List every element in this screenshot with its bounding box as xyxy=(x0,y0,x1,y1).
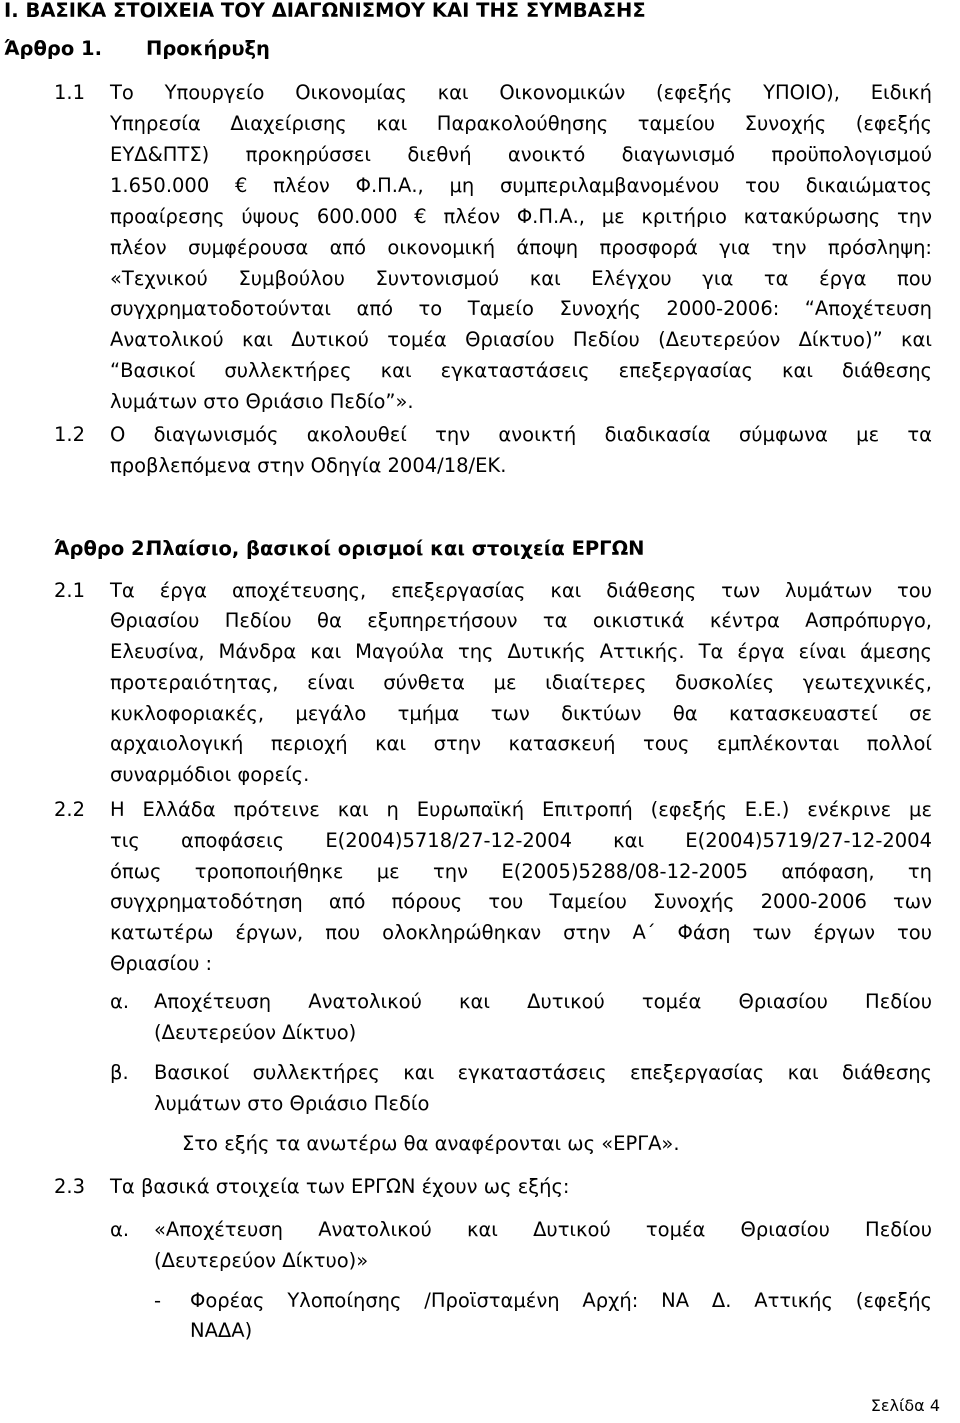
list-item-line: «Αποχέτευση Ανατολικού και Δυτικού τομέα Θριασίου Πεδίου xyxy=(154,1218,932,1241)
list-item-line: Φορέας Υλοποίησης /Προϊσταμένη Αρχή: ΝΑ Δ. Αττικής (εφεξής xyxy=(190,1289,932,1312)
para-line: Ελευσίνα, Μάνδρα και Μαγούλα της Δυτικής Αττικής. Τα έργα είναι άμεσης xyxy=(110,640,932,663)
para-line: λυμάτων στο Θριάσιο Πεδίο”». xyxy=(110,390,414,413)
para-line: αρχαιολογική περιοχή και στην κατασκευή τους εμπλέκονται πολλοί xyxy=(110,732,932,755)
para-line: όπως τροποποιήθηκε με την Ε(2005)5288/08-12-2005 απόφαση, τη xyxy=(110,860,932,883)
para-line: τις αποφάσεις Ε(2004)5718/27-12-2004 και Ε(2004)5719/27-12-2004 xyxy=(110,829,932,852)
para-line: κατωτέρω έργων, που ολοκληρώθηκαν στην Α΄ Φάση των έργων του xyxy=(110,921,932,944)
para-number-1-1: 1.1 xyxy=(54,81,86,104)
list-item-line: (Δευτερεύον Δίκτυο)» xyxy=(154,1249,369,1272)
list-item-line: Βασικοί συλλεκτήρες και εγκαταστάσεις επεξεργασίας και διάθεσης xyxy=(154,1061,932,1084)
para-line: συναρμόδιοι φορείς. xyxy=(110,763,310,786)
para-number-2-2: 2.2 xyxy=(54,798,86,821)
list-marker-a: α. xyxy=(110,990,130,1013)
ergo-note: Στο εξής τα ανωτέρω θα αναφέρονται ως «ΕΡΓΑ». xyxy=(182,1132,680,1155)
list-item-line: ΝΑΔΑ) xyxy=(190,1319,253,1342)
article2-label: Άρθρο 2. xyxy=(54,537,153,560)
dash-marker: - xyxy=(154,1289,162,1312)
para-line: Ανατολικού και Δυτικού τομέα Θριασίου Πεδίου (Δευτερεύον Δίκτυο)” και xyxy=(110,328,932,351)
list-item-line: Αποχέτευση Ανατολικού και Δυτικού τομέα Θριασίου Πεδίου xyxy=(154,990,932,1013)
para-number-1-2: 1.2 xyxy=(54,423,86,446)
para-line: Τα έργα αποχέτευσης, επεξεργασίας και διάθεσης των λυμάτων του xyxy=(110,579,932,602)
article1-title: Προκήρυξη xyxy=(146,37,270,60)
para-line: συγχρηματοδότηση από πόρους του Ταμείου Συνοχής 2000-2006 των xyxy=(110,890,932,913)
para-2-3-intro: Τα βασικά στοιχεία των ΕΡΓΩΝ έχουν ως εξής: xyxy=(110,1175,570,1198)
para-line: πλέον συμφέρουσα από οικονομική άποψη προσφορά για την πρόσληψη: xyxy=(110,236,932,259)
para-line: προβλεπόμενα στην Οδηγία 2004/18/ΕΚ. xyxy=(110,454,507,477)
para-number-2-1: 2.1 xyxy=(54,579,86,602)
para-line: Ο διαγωνισμός ακολουθεί την ανοικτή διαδικασία σύμφωνα με τα xyxy=(110,423,932,446)
para-line: Το Υπουργείο Οικονομίας και Οικονομικών (εφεξής ΥΠΟΙΟ), Ειδική xyxy=(110,81,932,104)
para-line: Η Ελλάδα πρότεινε και η Ευρωπαϊκή Επιτροπή (εφεξής Ε.Ε.) ενέκρινε με xyxy=(110,798,932,821)
para-line: «Τεχνικού Συμβούλου Συντονισμού και Ελέγχου για τα έργα που xyxy=(110,267,932,290)
para-line: Θριασίου Πεδίου θα εξυπηρετήσουν τα οικιστικά κέντρα Ασπρόπυργο, xyxy=(110,609,932,632)
para-line: Υπηρεσία Διαχείρισης και Παρακολούθησης ταμείου Συνοχής (εφεξής xyxy=(110,112,932,135)
para-line: προτεραιότητας, είναι σύνθετα με ιδιαίτερες δυσκολίες γεωτεχνικές, xyxy=(110,671,932,694)
list-marker-a: α. xyxy=(110,1218,130,1241)
para-line: προαίρεσης ύψους 600.000 € πλέον Φ.Π.Α., με κριτήριο κατακύρωσης την xyxy=(110,205,932,228)
para-line: κυκλοφοριακές, μεγάλο τμήμα των δικτύων θα κατασκευαστεί σε xyxy=(110,702,932,725)
article1-label: Άρθρο 1. xyxy=(4,37,103,60)
para-line: “Βασικοί συλλεκτήρες και εγκαταστάσεις επεξεργασίας και διάθεσης xyxy=(110,359,932,382)
para-number-2-3: 2.3 xyxy=(54,1175,86,1198)
para-line: συγχρηματοδοτούνται από το Ταμείο Συνοχής 2000-2006: “Αποχέτευση xyxy=(110,297,932,320)
article2-title: Πλαίσιο, βασικοί ορισμοί και στοιχεία ΕΡΓΩΝ xyxy=(146,537,645,560)
list-item-line: (Δευτερεύον Δίκτυο) xyxy=(154,1021,357,1044)
para-line: 1.650.000 € πλέον Φ.Π.Α., μη συμπεριλαμβανομένου του δικαιώματος xyxy=(110,174,932,197)
list-item-line: λυμάτων στο Θριάσιο Πεδίο xyxy=(154,1092,430,1115)
section-title: Ι. ΒΑΣΙΚΑ ΣΤΟΙΧΕΙΑ ΤΟΥ ΔΙΑΓΩΝΙΣΜΟΥ ΚΑΙ ΤΗΣ ΣΥΜΒΑΣΗΣ xyxy=(4,0,646,22)
para-line: Θριασίου : xyxy=(110,952,213,975)
para-line: ΕΥΔ&ΠΤΣ) προκηρύσσει διεθνή ανοικτό διαγωνισμό προϋπολογισμού xyxy=(110,143,932,166)
list-marker-b: β. xyxy=(110,1061,129,1084)
page-number: Σελίδα 4 xyxy=(870,1396,940,1415)
